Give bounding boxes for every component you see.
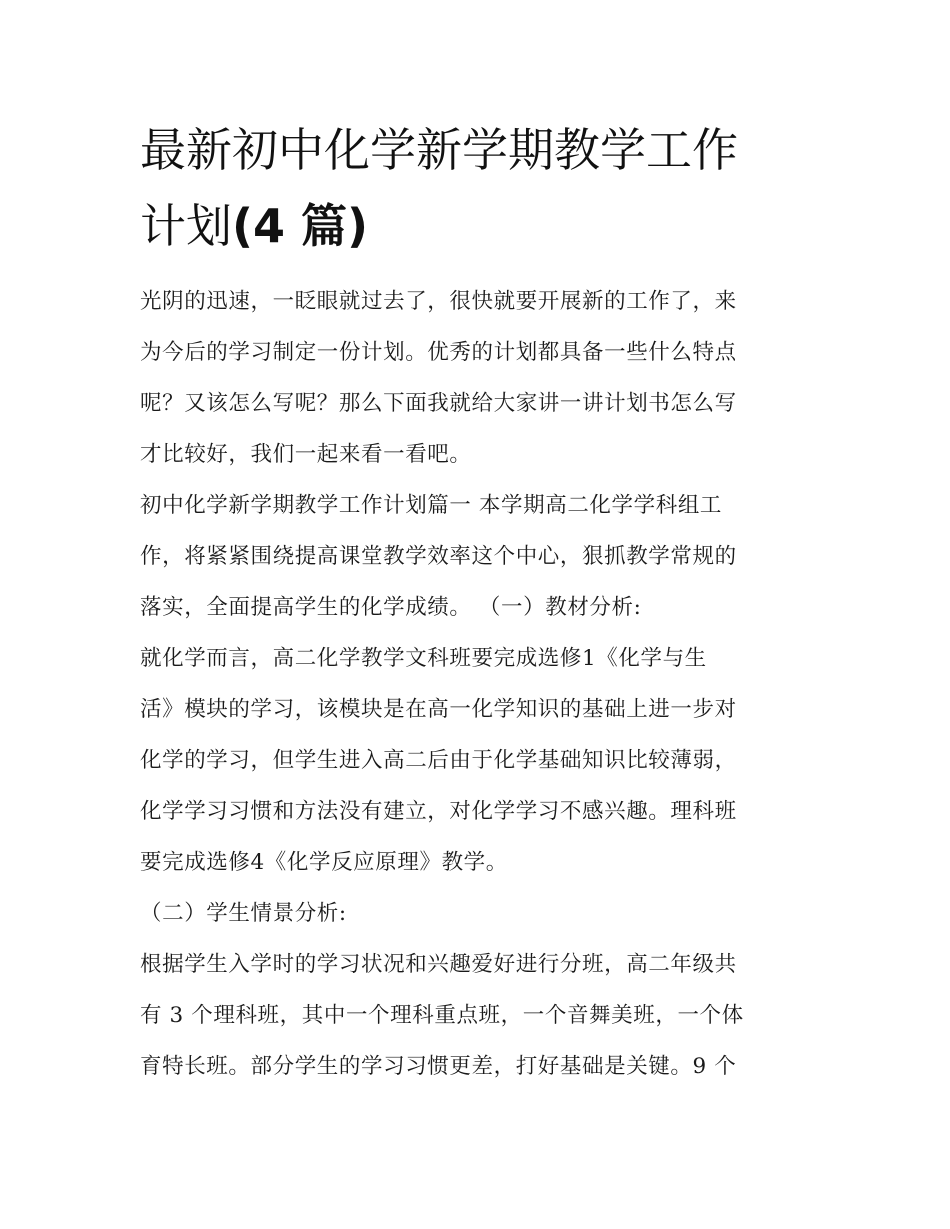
body-line: 作，将紧紧围绕提高课堂教学效率这个中心，狠抓教学常规的	[140, 544, 737, 569]
body-line: 要完成选修4《化学反应原理》教学。	[140, 850, 508, 875]
title-line-2-end: )	[347, 199, 369, 253]
body-line: 就化学而言，高二化学教学文科班要完成选修1《化学与生	[140, 646, 707, 671]
title-line-1: 最新初中化学新学期教学工作	[140, 123, 738, 177]
body-line: 活》模块的学习，该模块是在高一化学知识的基础上进一步对	[140, 697, 737, 722]
title-line-2-number: (4	[232, 199, 286, 253]
body-line: 根据学生入学时的学习状况和兴趣爱好进行分班，高二年级共	[140, 952, 737, 977]
body-line: 化学的学习，但学生进入高二后由于化学基础知识比较薄弱，	[140, 748, 737, 773]
body-line: （二）学生情景分析:	[140, 901, 347, 926]
body-line: 呢？又该怎么写呢？那么下面我就给大家讲一讲计划书怎么写	[140, 391, 737, 416]
body-line: 育特长班。部分学生的学习习惯更差，打好基础是关键。9 个	[140, 1054, 737, 1079]
body-line: 才比较好，我们一起来看一看吧。	[140, 442, 472, 467]
body-line: 化学学习习惯和方法没有建立，对化学学习不感兴趣。理科班	[140, 799, 737, 824]
document-body	[140, 276, 820, 1092]
body-line: 初中化学新学期教学工作计划篇一 本学期高二化学学科组工	[140, 493, 723, 518]
body-line: 光阴的迅速，一眨眼就过去了，很快就要开展新的工作了，来	[140, 289, 737, 314]
title-line-2-mid: 篇	[285, 199, 348, 253]
body-line: 落实，全面提高学生的化学成绩。 （一）教材分析:	[140, 595, 642, 620]
title-line-2-prefix: 计划	[140, 199, 232, 253]
body-line: 有 3 个理科班，其中一个理科重点班，一个音舞美班，一个体	[140, 1003, 744, 1028]
document-title	[140, 112, 820, 264]
body-line: 为今后的学习制定一份计划。优秀的计划都具备一些什么特点	[140, 340, 737, 365]
